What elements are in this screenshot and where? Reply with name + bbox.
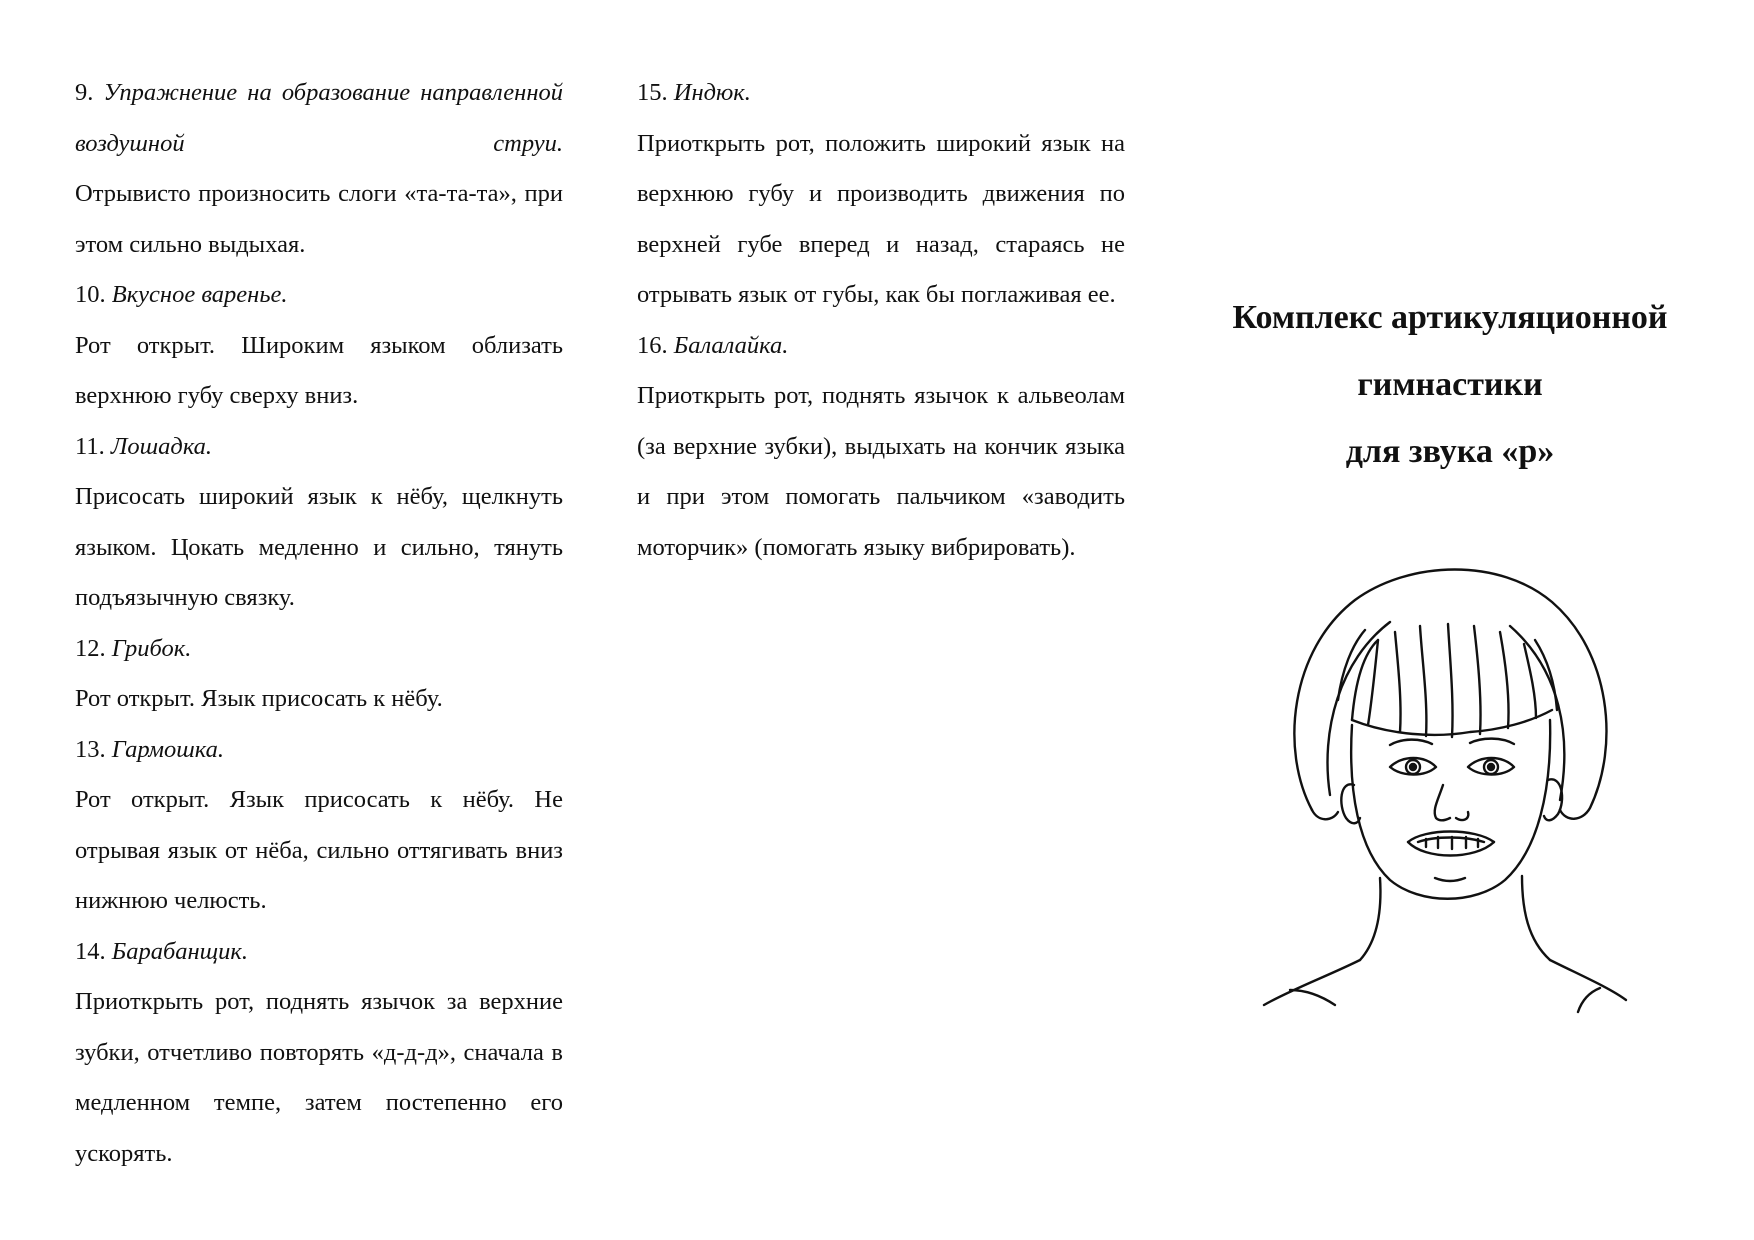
child-face-illustration <box>1260 560 1630 1020</box>
exercise-9-heading: 9. Упражнение на образование направленной воздушной струи. <box>75 79 563 157</box>
cover-title-line: гимнастики <box>1357 366 1543 403</box>
exercise-16-text: Приоткрыть рот, поднять язычок к альвеолам (за верхние зубки), выдыхать на кончик языка и при этом помогать пальчиком «заводить моторчик» (помогать языку вибрировать). <box>637 382 1125 561</box>
exercise-12-heading: 12. Грибок. <box>75 634 192 662</box>
exercise-title: Гармошка. <box>111 735 224 763</box>
exercise-12-text: Рот открыт. Язык присосать к нёбу. <box>75 685 443 712</box>
exercise-10-text: Рот открыт. Широким языком облизать верхнюю губу сверху вниз. <box>75 331 563 409</box>
exercise-14-heading: 14. Барабанщик. <box>75 937 249 965</box>
exercise-16-heading: 16. Балалайка. <box>637 331 789 359</box>
cover-title-line: Комплекс артикуляционной <box>1232 299 1668 336</box>
exercise-title: Вкусное варенье. <box>111 281 288 308</box>
exercise-title: Индюк. <box>673 79 751 106</box>
exercise-11-heading: 11. Лошадка. <box>75 432 213 460</box>
exercise-9-text: Отрывисто произносить слоги «та-та-та», при этом сильно выдыхая. <box>75 180 563 258</box>
cover-title <box>1190 284 1710 485</box>
exercise-title: Грибок. <box>111 634 192 662</box>
exercise-title: Упражнение на образование направленной воздушной струи. <box>75 79 563 157</box>
exercise-11-text: Присосать широкий язык к нёбу, щелкнуть языком. Цокать медленно и сильно, тянуть подъязычную связку. <box>75 483 563 611</box>
exercise-14-text: Приоткрыть рот, поднять язычок за верхние зубки, отчетливо повторять «д-д-д», сначала в медленном темпе, затем постепенно его ускорять. <box>75 988 563 1167</box>
cover-title-line: для звука «р» <box>1345 433 1555 470</box>
exercise-13-heading: 13. Гармошка. <box>75 735 224 763</box>
exercise-title: Лошадка. <box>110 432 213 460</box>
exercise-10-heading: 10. Вкусное варенье. <box>75 281 288 308</box>
middle-column <box>637 68 1125 573</box>
exercise-13-text: Рот открыт. Язык присосать к нёбу. Не отрывая язык от нёба, сильно оттягивать вниз нижнюю челюсть. <box>75 786 563 914</box>
exercise-15-text: Приоткрыть рот, положить широкий язык на верхнюю губу и производить движения по верхней губе вперед и назад, стараясь не отрывать язык от губы, как бы поглаживая ее. <box>637 129 1125 308</box>
exercise-title: Балалайка. <box>673 331 789 359</box>
exercise-title: Барабанщик. <box>111 937 249 965</box>
left-column <box>75 68 563 1179</box>
exercise-15-heading: 15. Индюк. <box>637 79 751 106</box>
